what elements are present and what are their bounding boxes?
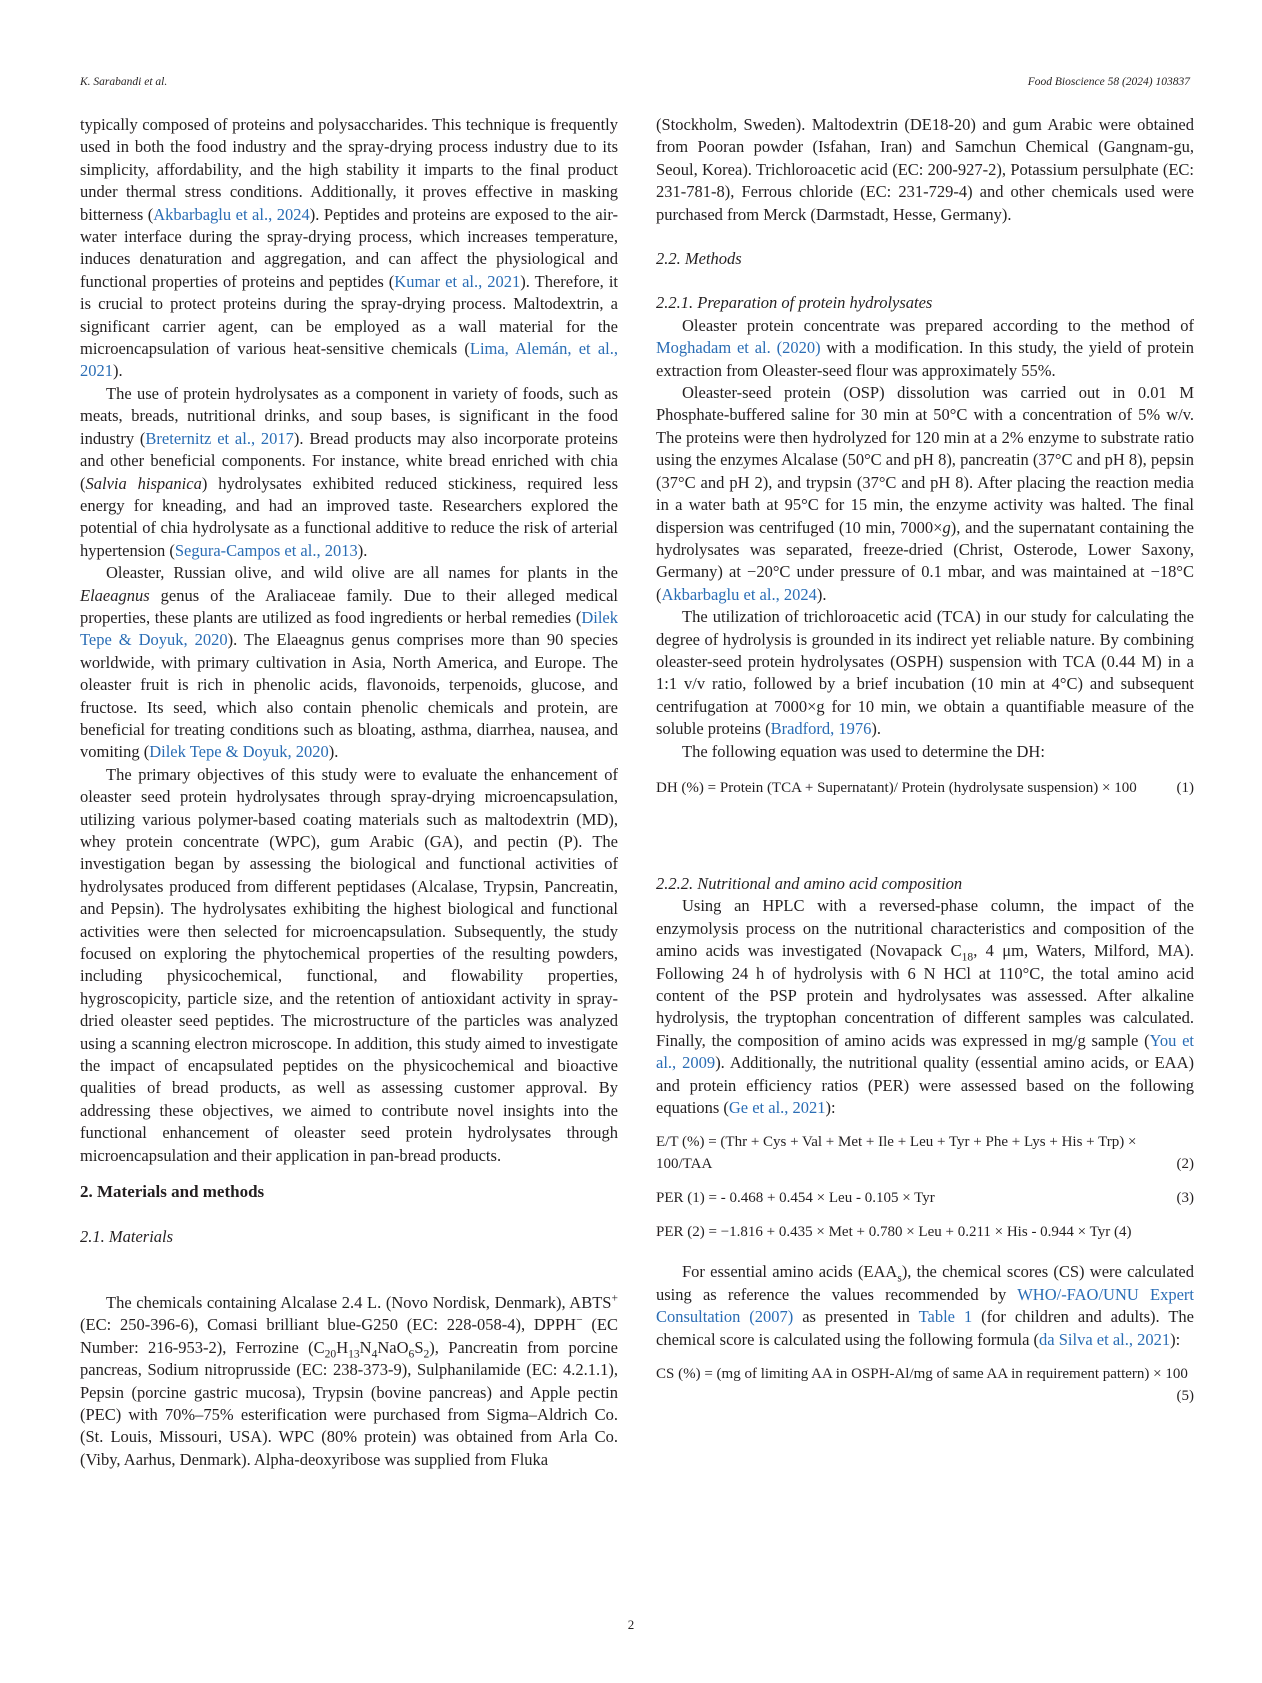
running-header-authors: K. Sarabandi et al. [80, 76, 168, 88]
paragraph: The utilization of trichloroacetic acid (TCA) in our study for calculating the degree of hydrolysis is grounded in its indirect yet reliable nature. By combining oleaster-seed protein hydrolysates (OSPH) suspension with TCA (0.44 M) in a 1:1 v/v ratio, followed by a brief incubation (10 min at 4°C) and subsequent centrifugation at 7000×g for 10 min, we obtain a quantifiable measure of the soluble proteins (Bradford, 1976). [656, 607, 1194, 739]
paragraph: Oleaster, Russian olive, and wild olive are all names for plants in the Elaeagnus genus of the Araliaceae family. Due to their alleged medical properties, these plants are utilized as food ingredients or herbal remedies (Dilek Tepe & Doyuk, 2020). The Elaeagnus genus comprises more than 90 species worldwide, with primary cultivation in Asia, North America, and Europe. The oleaster fruit is rich in phenolic acids, flavonoids, terpenoids, glucose, and fructose. Its seed, which also contain phenolic chemicals and protein, are beneficial for treating conditions such as bloating, asthma, diarrhea, nausea, and vomiting (Dilek Tepe & Doyuk, 2020). [80, 563, 618, 762]
citation-link[interactable]: Dilek Tepe & Doyuk, 2020 [80, 607, 618, 650]
equation-number: (5) [1176, 1388, 1194, 1405]
paragraph: Oleaster-seed protein (OSP) dissolution was carried out in 0.01 M Phosphate-buffered saline for 30 min at 50°C with a concentration of 5% w/v. The proteins were then hydrolyzed for 120 min at a 2% enzyme to substrate ratio using the enzymes Alcalase (50°C and pH 8), pancreatin (37°C and pH 8), pepsin (37°C and pH 2), and trypsin (37°C and pH 8). After placing the reaction media in a water bath at 95°C for 15 min, the enzyme activity was halted. The final dispersion was centrifuged (10 min, 7000×g), and the supernatant containing the hydrolysates was separated, freeze-dried (Christ, Osterode, Lower Saxony, Germany) at −20°C under pressure of 0.1 mbar, and was maintained at −18°C (Akbarbaglu et al., 2024). [656, 383, 1194, 604]
paragraph: The primary objectives of this study were to evaluate the enhancement of oleaster seed protein hydrolysates through spray-drying microencapsulation, utilizing various polymer-based coating materials such as maltodextrin (MD), whey protein concentrate (WPC), gum Arabic (GA), and pectin (P). The investigation began by assessing the biological and functional activities of hydrolysates produced from different peptidases (Alcalase, Trypsin, Pancreatin, and Pepsin). The hydrolysates exhibiting the highest biological and functional activities were then selected for microencapsulation. Subsequently, the study focused on exploring the phytochemical properties of the resulting powders, including physicochemical, functional, and flowability properties, hygroscopicity, particle size, and the retention of antioxidant activity in spray-dried oleaster seed peptides. The microstructure of the particles was analyzed using a scanning electron microscope. In addition, this study aimed to investigate the impact of encapsulated peptides on the physicochemical and bioactive qualities of bread products, as well as assessing customer approval. By addressing these objectives, we aimed to contribute novel insights into the functional enhancement of oleaster seed protein hydrolysates through microencapsulation and their application in pan-bread products. [80, 764, 618, 1165]
equation-number: (2) [1176, 1156, 1194, 1173]
citation-link[interactable]: Lima, Alemán, et al., 2021 [80, 339, 619, 381]
citation-link[interactable]: Moghadam et al. (2020) [656, 338, 821, 358]
left-column [80, 114, 618, 1471]
paragraph: The chemicals containing Alcalase 2.4 L. (Novo Nordisk, Denmark), ABTS+ (EC: 250-396-6), Comasi brilliant blue-G250 (EC: 228-058-4), DPPH− (EC Number: 216-953-2), Ferrozine $(C_{20}H_{13}N_4NaO_6S_2)$, Pancreatin from porcine pancreas, Sodium nitroprusside (EC: 238-373-9), Sulphanilamide (EC: 4.2.1.1), Pepsin (porcine gastric mucosa), Trypsin (bovine pancreas) and Apple pectin (PEC) with 70%–75% esterification were purchased from Sigma–Aldrich Co. (St. Louis, Missouri, USA). WPC (80% protein) was obtained from Arla Co. (Viby, Aarhus, Denmark). Alpha-deoxyribose was supplied from Fluka [80, 1292, 618, 1469]
subsubsection-heading: 2.2.2. Nutritional and amino acid composition [656, 873, 963, 893]
subsection-heading: 2.1. Materials [80, 1226, 174, 1246]
section-heading: 2. Materials and methods [80, 1182, 265, 1202]
subsection-heading: 2.2. Methods [656, 249, 742, 269]
equation-number: (1) [1176, 779, 1194, 796]
citation-link[interactable]: You et al., 2009 [656, 1030, 1194, 1073]
paragraph: typically composed of proteins and polysaccharides. This technique is frequently used in both the food industry and the spray-drying process industry due to its simplicity, affordability, and the high stability it imparts to the final product under thermal stress conditions. Additionally, it proves effective in masking bitterness (Akbarbaglu et al., 2024). Peptides and proteins are exposed to the air-water interface during the spray-drying process, which increases temperature, induces denaturation and aggregation, and can affect the physiological and functional properties of proteins and peptides (Kumar et al., 2021). Therefore, it is crucial to protect proteins during the spray-drying process. Maltodextrin, a significant carrier agent, can be employed as a wall material for the microencapsulation of various heat-sensitive chemicals (Lima, Alemán, et al., 2021). [80, 115, 619, 381]
right-column [656, 114, 1194, 1407]
paragraph: Using an HPLC with a reversed-phase column, the impact of the enzymolysis process on the nutritional characteristics and composition of the amino acids was investigated (Novapack $C_{18}$, 4 μm, Waters, Milford, MA). Following 24 h of hydrolysis with 6 N HCl at 110°C, the total amino acid content of the PSP protein and hydrolysates was assessed. After alkaline hydrolysis, the tryptophan concentration of different samples was calculated. Finally, the composition of amino acids was expressed in mg/g sample (You et al., 2009). Additionally, the nutritional quality (essential amino acids, or EAA) and protein efficiency ratios (PER) were assessed based on the following equations (Ge et al., 2021): [656, 896, 1194, 1118]
equation-5: CS (%) = (mg of limiting AA in OSPH-Al/mg of same AA in requirement pattern) × 100 (5) [656, 1363, 1194, 1407]
citation-link[interactable]: Ge et al., 2021 [728, 1098, 826, 1118]
equation-3: PER (1) = - 0.468 + 0.454 × Leu - 0.105 × Tyr (3) [656, 1187, 1194, 1209]
citation-link[interactable]: Bradford, 1976 [770, 719, 872, 739]
citation-link[interactable]: da Silva et al., 2021 [1039, 1329, 1171, 1349]
citation-link[interactable]: Kumar et al., 2021 [394, 271, 521, 291]
citation-link[interactable]: Akbarbaglu et al., 2024 [153, 204, 310, 224]
citation-link[interactable]: Akbarbaglu et al., 2024 [661, 584, 817, 604]
citation-link[interactable]: Dilek Tepe & Doyuk, 2020 [149, 742, 329, 762]
paragraph: The use of protein hydrolysates as a component in variety of foods, such as meats, breads, nutritional drinks, and soup bases, is significant in the food industry (Breternitz et al., 2017). Bread products may also incorporate proteins and other beneficial components. For instance, white bread enriched with chia (Salvia hispanica) hydrolysates exhibited reduced stickiness, required less energy for kneading, and had an improved taste. Researchers explored the potential of chia hydrolysate as a functional additive to reduce the risk of arterial hypertension (Segura-Campos et al., 2013). [80, 383, 618, 560]
equation-2: E/T (%) = (Thr + Cys + Val + Met + Ile + Leu + Tyr + Phe + Lys + His + Trp) × 100/TAA (2) [656, 1131, 1194, 1175]
equation-1: DH (%) = Protein (TCA + Supernatant)/ Protein (hydrolysate suspension) × 100 (1) [656, 777, 1194, 799]
citation-link[interactable]: WHO/-FAO/UNU Expert Consultation (2007) [656, 1284, 1194, 1327]
subsubsection-heading: 2.2.1. Preparation of protein hydrolysates [656, 293, 933, 313]
running-header-journal: Food Bioscience 58 (2024) 103837 [1027, 76, 1190, 88]
page-number: 2 [627, 1617, 635, 1632]
table-reference-link[interactable]: Table 1 [918, 1307, 973, 1327]
paragraph: For essential amino acids $(EAA_s)$, the chemical scores (CS) were calculated using as reference the values recommended by WHO/-FAO/UNU Expert Consultation (2007) as presented in Table 1 (for children and adults). The chemical score is calculated using the following formula (da Silva et al., 2021): [656, 1262, 1194, 1349]
paragraph: The following equation was used to determine the DH: [682, 741, 1045, 761]
citation-link[interactable]: Breternitz et al., 2017 [145, 428, 294, 448]
paragraph: Oleaster protein concentrate was prepared according to the method of Moghadam et al. (2020) with a modification. In this study, the yield of protein extraction from Oleaster-seed flour was approximately 55%. [656, 315, 1194, 380]
equation-4: PER (2) = −1.816 + 0.435 × Met + 0.780 × Leu + 0.211 × His - 0.944 × Tyr (4) [656, 1224, 1132, 1241]
paragraph: (Stockholm, Sweden). Maltodextrin (DE18-20) and gum Arabic were obtained from Pooran powder (Isfahan, Iran) and Samchun Chemical (Gangnam-gu, Seoul, Korea). Trichloroacetic acid (EC: 200-927-2), Potassium persulphate (EC: 231-781-8), Ferrous chloride (EC: 231-729-4) and other chemicals used were purchased from Merck (Darmstadt, Hesse, Germany). [656, 115, 1194, 224]
citation-link[interactable]: Segura-Campos et al., 2013 [174, 540, 358, 560]
equation-number: (3) [1176, 1190, 1194, 1207]
